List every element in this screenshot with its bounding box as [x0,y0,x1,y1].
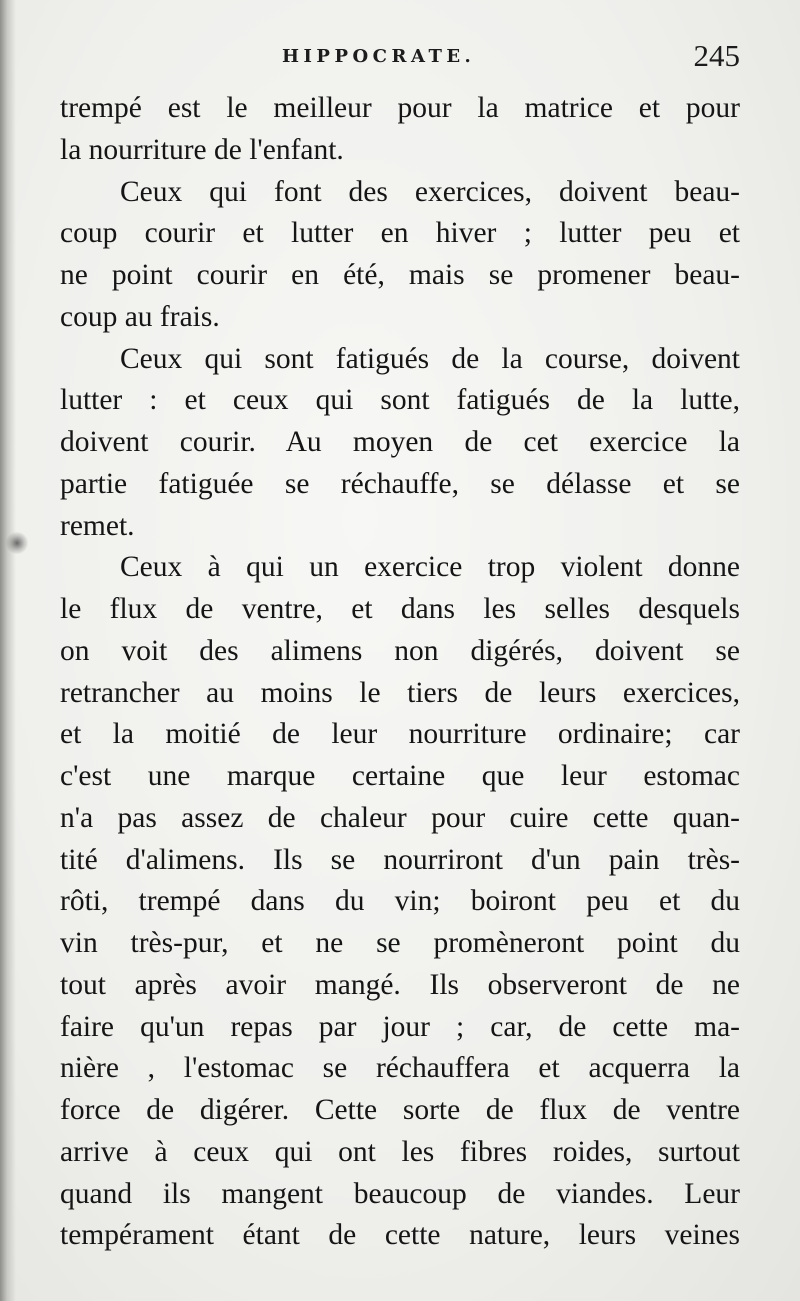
text-line: on voit des alimens non digérés, doivent se [60,634,740,667]
page-number: 245 [693,38,740,73]
text-line: n'a pas assez de chaleur pour cuire cette quan- [60,801,740,834]
text-line: Ceux qui font des exercices, doivent beau- [120,175,740,208]
text-line: c'est une marque certaine que leur estomac [60,760,740,792]
text-line: force de digérer. Cette sorte de flux de ventre [60,1094,740,1126]
text-line: doivent courir. Au moyen de cet exercice la [60,426,740,458]
text-line: coup courir et lutter en hiver ; lutter peu et [60,217,740,250]
text-line: tout après avoir mangé. Ils observeront de ne [60,968,740,1001]
text-line: partie fatiguée se réchauffe, se délasse et se [60,467,740,500]
text-line: Ceux à qui un exercice trop violent donne [120,551,740,584]
text-line: retrancher au moins le tiers de leurs exercices, [60,676,740,709]
text-line: faire qu'un repas par jour ; car, de cette ma- [60,1010,740,1043]
header-title: HIPPOCRATE. [282,46,476,67]
text-line: le flux de ventre, et dans les selles desquels [60,593,740,625]
text-line: coup au frais. [60,300,220,333]
text-line: rôti, trempé dans du vin; boiront peu et du [60,885,740,918]
ink-spot [6,532,28,554]
text-line: remet. [60,509,135,542]
text-line: vin très-pur, et ne se promèneront point du [60,927,740,959]
text-line: et la moitié de leur nourriture ordinaire; car [60,718,740,751]
text-line: tité d'alimens. Ils se nourriront d'un pain très- [60,843,740,876]
text-line: quand ils mangent beaucoup de viandes. Leur [60,1177,740,1210]
page-spine-shadow [0,0,16,1301]
text-line: arrive à ceux qui ont les fibres roides, surtout [60,1135,740,1168]
text-line: trempé est le meilleur pour la matrice et pour [60,92,740,124]
text-line: nière , l'estomac se réchauffera et acquerra la [60,1052,740,1085]
body-text [60,88,740,1257]
text-line: ne point courir en été, mais se promener beau- [60,259,740,291]
running-head [60,38,740,82]
text-line: Ceux qui sont fatigués de la course, doivent [120,342,740,375]
text-line: lutter : et ceux qui sont fatigués de la lutte, [60,384,740,417]
text-line: tempérament étant de cette nature, leurs veines [60,1219,740,1252]
text-line: la nourriture de l'enfant. [60,133,344,166]
